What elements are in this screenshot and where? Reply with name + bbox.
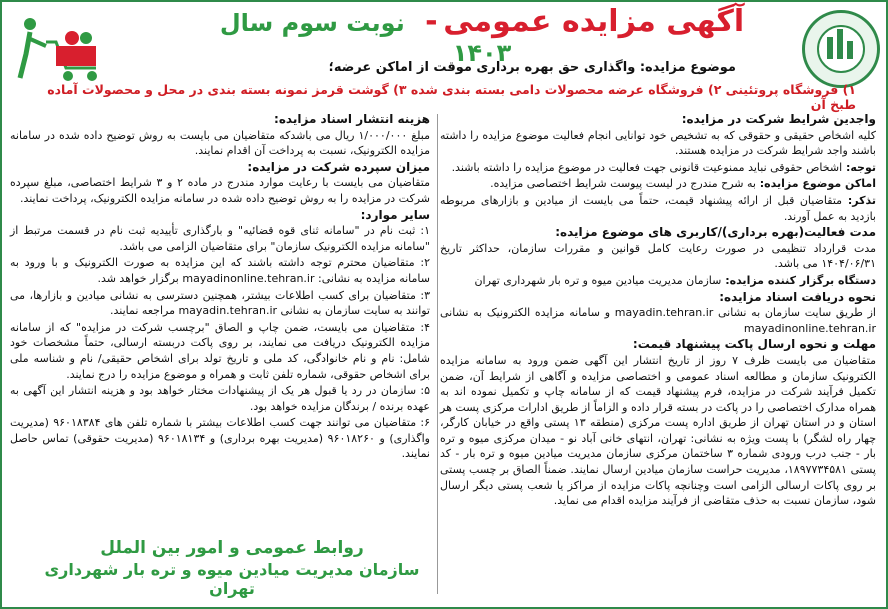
right-col-inline-text: متقاضیان قبل از ارائه پیشنهاد قیمت، حتماً می بایست از میادین و بازارهای مربوطه بازدید به عمل آورند.: [440, 193, 876, 223]
title-main: آگهی مزایده عمومی: [443, 4, 745, 39]
right-col-inline-heading: دستگاه برگزار کننده مزایده:: [721, 273, 876, 287]
footer-signature: [22, 538, 442, 598]
right-col-paragraph: مدت قرارداد تنظیمی در صورت رعایت کامل قوانین و مقررات سازمان، حداکثر تاریخ ۱۴۰۴/۰۶/۳۱ می باشد.: [440, 241, 876, 271]
right-col-inline-text: به شرح مندرج در لیست پیوست شرایط اختصاصی مزایده.: [490, 177, 756, 191]
left-col-paragraph: مبلغ ۱/۰۰۰/۰۰۰ ریال می باشدکه متقاضیان می بایست به روش توضیح داده شده در سامانه مزایده الکترونیک، نسبت به پرداخت آن اقدام نمایند.: [10, 128, 430, 158]
footer-org: سازمان مدیریت میادین میوه و تره بار شهرداری تهران: [44, 560, 420, 598]
right-col-heading: مدت فعالیت(بهره برداری)/کاربری های موضوع مزایده:: [555, 225, 876, 240]
right-col-inline-heading: تذکر:: [842, 193, 877, 207]
right-col-paragraph: [440, 160, 876, 176]
right-col-paragraph: [440, 273, 876, 289]
logo-inner-ring: [817, 25, 865, 73]
organization-logo: [802, 10, 880, 88]
right-col-paragraph: متقاضیان می بایست ظرف ۷ روز از تاریخ انتشار این آگهی ضمن ورود به سامانه مزایده الکترونیک سازمان و مطالعه اسناد عمومی و اختصاصی مزایده و آگاهی از شرایط آن، ضمن تکمیل فرآیند شرکت در مزایده، فرم پیشنهاد قیمت که از سامانه چاپ و تکمیل نموده اند به همراه مدارک اختصاصی را در پاکت در بسته قرار داده و الزاماً از طریق ادارات مرکزی پست هر استان و در استان تهران از طریق اداره پست مرکزی (منطقه ۱۳ پستی واقع در خیابان کارگر، چهار راه لشگر) با پست ویژه به نشانی: تهران، انتهای خانی آباد نو - میدان مرکزی میوه و تره بار - جنب درب ورودی شماره ۳ ساختمان مرکزی سازمان مدیریت میادین میوه و تره بار - کد پستی ۱۸۹۷۷۳۴۵۸۱، مدیریت حراست سازمان میادین ارسال نمایند. ضمناً الصاق بر چسب پستی بر روی پاکات ارسالی الزامی است وچنانچه پاکات مزایده از مراکز یا شعب پستی دیگر ارسال شود، سازمان نسبت به حذف متقاضی از فرآیند مزایده اقدام می نماید.: [440, 353, 877, 508]
subject-label: موضوع مزایده:: [639, 60, 736, 75]
left-col-paragraph: ۴: متقاضیان می بایست، ضمن چاپ و الصاق "برچسب شرکت در مزایده" که از سامانه مزایده الکترونیک دریافت می نمایند، بر روی پاکت دربسته ارسالی، حتماً مشخصات خود شامل: نام و نام خانوادگی، کد ملی و تاریخ تولد برای اشخاص حقیقی/ نام و شناسه ملی برای اشخاص حقوقی، شماره تلفن ثابت و همراه و موضوع مزایده را درج نمایند.: [10, 320, 430, 381]
right-col-heading: مهلت و نحوه ارسال پاکت پیشنهاد قیمت:: [632, 337, 876, 352]
left-col-heading: هزینه انتشار اسناد مزایده:: [274, 112, 430, 126]
right-col-paragraph: کلیه اشخاص حقیقی و حقوقی که به تشخیص خود توانایی انجام فعالیت موضوع مزایده را داشته باشند واجد شرایط شرکت در مزایده هستند.: [440, 128, 876, 158]
shopping-cart-icon: [16, 16, 106, 86]
right-col-paragraph: [440, 193, 876, 224]
left-col-paragraph: ۶: متقاضیان می توانند جهت کسب اطلاعات بیشتر با شماره تلفن های ۹۶۰۱۸۳۸۴ (مدیریت واگذاری) و ۹۶۰۱۸۲۶۰ (مدیریت بهره برداری) و ۹۶۰۱۸۱۳۴ (مدیریت حقوقی) تماس حاصل نمایند.: [10, 416, 431, 461]
subject-text: واگذاری حق بهره برداری موقت از اماکن عرضه؛: [328, 60, 636, 75]
left-col-paragraph: ۵: سازمان در رد یا قبول هر یک از پیشنهادات مختار خواهد بود و هزینه انتشار این آگهی به عهده برنده / برندگان مزایده خواهد بود.: [10, 384, 430, 413]
right-col-paragraph: [440, 176, 876, 192]
right-col-heading: نحوه دریافت اسناد مزایده:: [719, 289, 876, 304]
auction-subject: [176, 60, 736, 75]
right-col-inline-text: اشخاص حقوقی نباید ممنوعیت قانونی جهت فعالیت در موضوع مزایده را داشته باشند.: [451, 160, 843, 174]
left-col-paragraph: ۳: متقاضیان برای کسب اطلاعات بیشتر، همچنین دسترسی به نشانی میادین و بازارها، می توانند به سایت سازمان به نشانی mayadin.tehran.ir مراجعه نمایند.: [10, 288, 430, 318]
column-divider: [437, 114, 438, 594]
title-round: نوبت سوم سال ۱۴۰۳: [219, 9, 512, 67]
left-col-heading: میزان سپرده شرکت در مزایده:: [247, 159, 430, 174]
left-col-paragraph: متقاضیان می بایست با رعایت موارد مندرج در ماده ۲ و ۳ شرایط اختصاصی، مبلغ سپرده شرکت در مزایده را به روش توضیح داده شده در سامانه مزایده الکترونیک، پرداخت نمایند.: [10, 176, 430, 205]
right-column: [440, 112, 876, 510]
left-column: [10, 112, 430, 463]
left-col-paragraph: ۱: ثبت نام در "سامانه ثنای قوه قضائیه" و بارگذاری تأییدیه ثبت نام در قسمت مرتبط از "سامانه مزایده الکترونیک سازمان" برای متقاضیان الزامی می باشد.: [10, 224, 430, 253]
right-col-inline-text: سازمان مدیریت میادین میوه و تره بار شهرداری تهران: [474, 273, 722, 287]
left-col-heading: سایر موارد:: [360, 207, 430, 222]
right-col-inline-heading: توجه:: [842, 160, 876, 174]
title-separator: -: [414, 4, 438, 39]
footer-dept: روابط عمومی و امور بین الملل: [100, 538, 364, 558]
auction-items: ۱) فروشگاه پروتئینی ۲) فروشگاه عرضه محصولات دامی بسته بندی شده ۳) گوشت قرمز نمونه بسته بندی در محل و محصولات آماده طبخ آن: [47, 82, 856, 112]
right-col-heading: واجدین شرایط شرکت در مزایده:: [681, 112, 876, 126]
right-col-inline-heading: اماکن موضوع مزایده:: [755, 177, 876, 191]
advertisement-title: [202, 4, 762, 67]
left-col-paragraph: ۲: متقاضیان محترم توجه داشته باشند که این مزایده به صورت الکترونیک و با ورود به سامانه مزایده به نشانی: mayadinonline.tehran.ir برگزار خواهد شد.: [10, 256, 430, 285]
right-col-paragraph: از طریق سایت سازمان به نشانی mayadin.tehran.ir و سامانه مزایده الکترونیک به نشانی mayadinonline.tehran.ir: [440, 306, 876, 335]
